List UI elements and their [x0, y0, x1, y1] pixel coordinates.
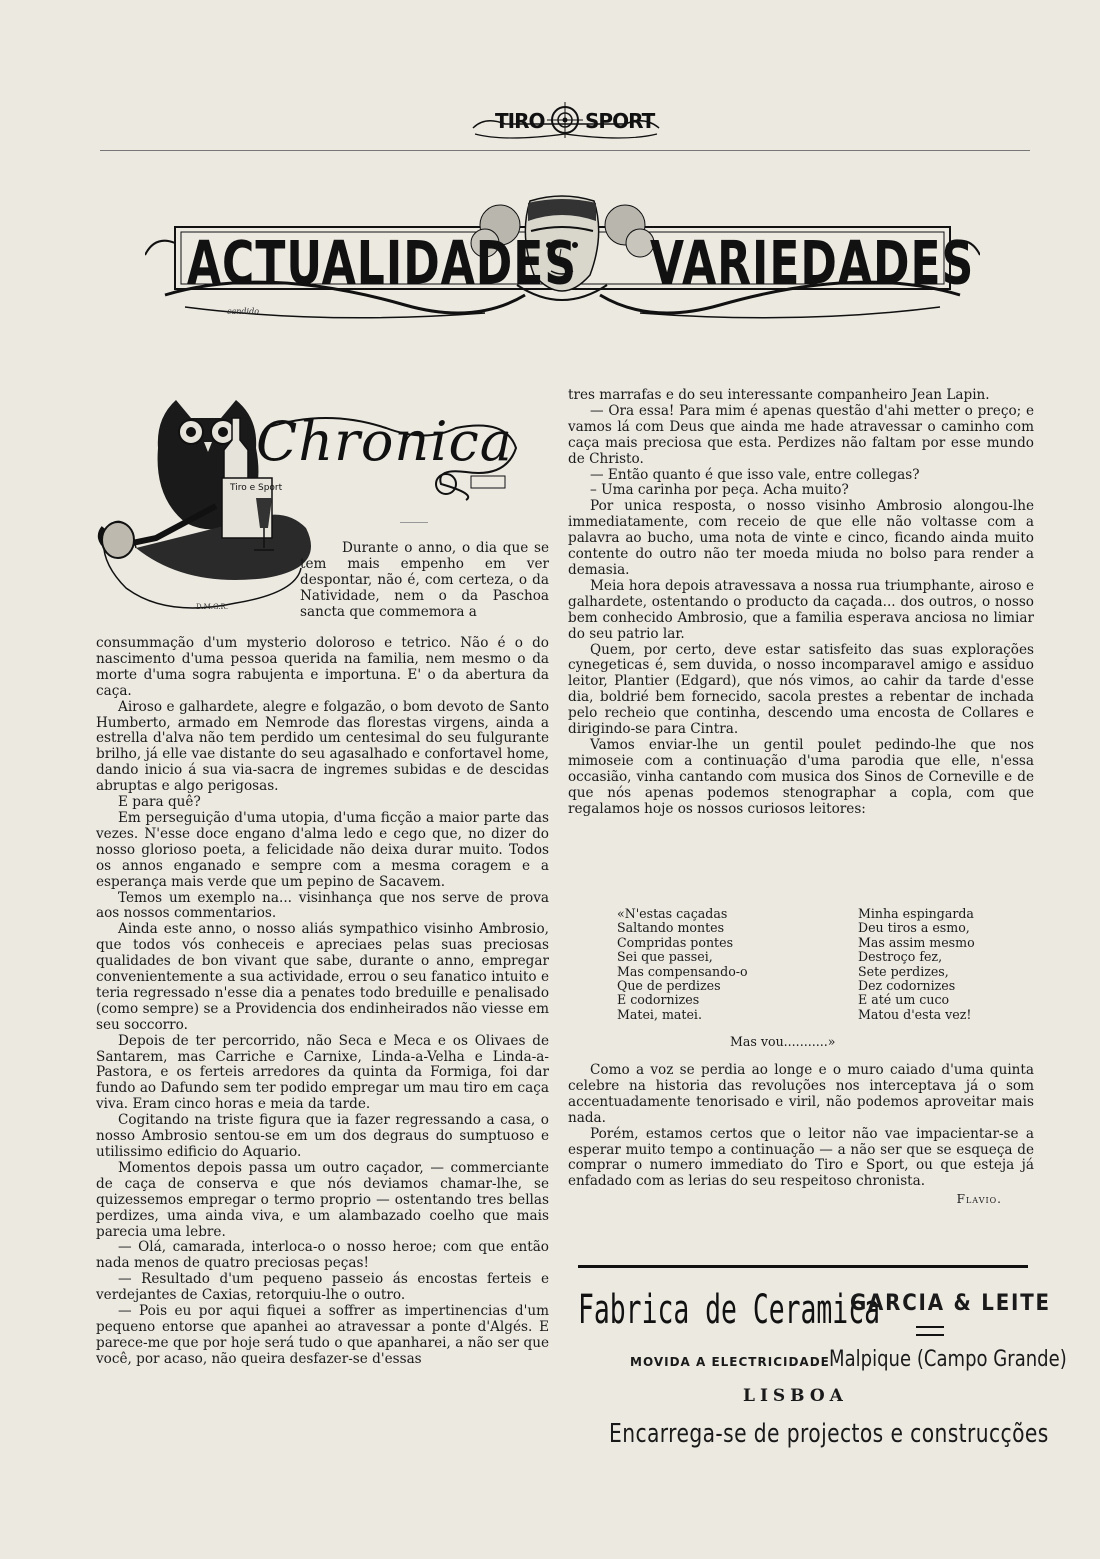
column-2-continuation	[568, 1063, 1034, 1208]
ad-city: LISBOA	[743, 1386, 848, 1406]
paragraph: Vamos enviar-lhe un gentil poulet pedindo-lhe que nos mimoseie com a continuação d'uma parodia que elle, n'essa occasião, vinha cantando com musica dos Sinos de Corneville e de que nós apenas podemos stenographar a copla, com que regalamos hoje os nossos curiosos leitores:	[568, 736, 1034, 817]
short-divider	[400, 522, 428, 523]
chronica-title: Chronica	[256, 410, 513, 473]
illustrator-monogram: D.M.G.R.	[196, 603, 229, 611]
verse-line: Saltando montes	[617, 920, 725, 936]
ad-title: Fabrica de Ceramica	[578, 1287, 880, 1333]
section-banner	[145, 195, 980, 340]
verse-line: Minha espingarda	[858, 906, 974, 921]
svg-text:SPORT: SPORT	[585, 109, 655, 133]
advertisement	[578, 1285, 1067, 1475]
column-1-intro	[300, 541, 549, 621]
paragraph: Em perseguição d'uma utopia, d'uma ficção a maior parte das vezes. N'esse doce engano d'alma ledo e cego que, no dizer do nosso glorioso poeta, a felicidade não deixa durar muito. Todos os annos enganado e sempre com a mesma coragem e a esperança mais verde que um pepino de Sacavem.	[96, 809, 549, 890]
paragraph: — Resultado d'um pequeno passeio ás encostas ferteis e verdejantes de Caxias, retorquiu-lhe o outro.	[96, 1271, 549, 1304]
ad-footer: Encarrega-se de projectos e construcções	[609, 1419, 1049, 1449]
verse-line: Que de perdizes	[617, 978, 721, 994]
paragraph: tres marrafas e do seu interessante companheiro Jean Lapin.	[568, 387, 990, 403]
paragraph: Durante o anno, o dia que se tem mais empenho em ver despontar, não é, com certeza, o da Natividade, nem o da Paschoa sancta que commemora a	[300, 540, 549, 620]
paragraph: — Pois eu por aqui fiquei a soffrer as impertinencias d'um pequeno entorse que apanhei ao atravessar a ponte d'Algés. E parece-me que por hoje será tudo o que apanharei, a não ser que você, por acaso, não queira desfazer-se d'essas	[96, 1303, 549, 1367]
verse-line: Mas compensando-o	[617, 963, 748, 979]
ad-firm-name: GARCIA & LEITE	[850, 1291, 1051, 1316]
masthead-logo	[465, 98, 665, 142]
column-2	[568, 388, 1034, 817]
masthead-rule	[100, 150, 1030, 151]
ad-address: Malpique (Campo Grande)	[829, 1347, 1067, 1372]
paragraph: — Ora essa! Para mim é apenas questão d'ahi metter o preço; e vamos lá com Deus que ainda me hade atravessar o caminho com caça mais preciosa que esta. Perdizes não faltam por esse mundo de Christo.	[568, 402, 1034, 467]
paragraph: Cogitando na triste figura que ia fazer regressando a casa, o nosso Ambrosio sentou-se em um dos degraus do sumptuoso e utilissimo edificio do Aquario.	[96, 1112, 549, 1160]
paragraph: Temos um exemplo na... visinhança que nos serve de prova aos nossos commentarios.	[96, 889, 549, 922]
verse-line: «N'estas caçadas	[617, 906, 728, 921]
verse-line: Matei, matei.	[617, 1006, 702, 1022]
verse-line: Matou d'esta vez!	[858, 1006, 972, 1022]
verse-right	[858, 907, 1018, 1022]
verse-line: Compridas pontes	[617, 934, 734, 950]
banner-left-word: ACTUALIDADES	[187, 229, 578, 299]
paragraph: — Então quanto é que isso vale, entre collegas?	[590, 466, 920, 483]
paragraph: – Uma carinha por peça. Acha muito?	[590, 482, 849, 499]
verse-left	[617, 907, 817, 1022]
paragraph: Por unica resposta, o nosso visinho Ambrosio alongou-lhe immediatamente, com receio de que elle não voltasse com a palavra ao bucho, uma nota de vinte e cinco, ficando ainda muito contente do outro não ter moeda miuda no bolso para render a demasia.	[568, 498, 1034, 578]
paragraph: Ainda este anno, o nosso aliás sympathico visinho Ambrosio, que todos vós conheceis e apreciaes pelas suas preciosas qualidades de bon vivant que sabe, durante o anno, empregar convenientemente a sua actividade, errou o seu fanatico intuito e teria regressado n'esse dia a penates todo breduille e penalisado (como sempre) se a Providencia dos endinheirados não viesse em seu soccorro.	[96, 921, 549, 1033]
paragraph: consummação d'um mysterio doloroso e tetrico. Não é o do nascimento d'uma pessoa querida na familia, nem mesmo o da morte d'uma sogra rabujenta e importuna. E' o da abertura da caça.	[96, 635, 549, 699]
banner-right-word: VARIEDADES	[650, 229, 975, 299]
svg-text:TIRO: TIRO	[495, 109, 545, 133]
verse-line: E codornizes	[617, 992, 700, 1008]
verse-line: Mas assim mesmo	[858, 934, 975, 950]
paragraph: E para quê?	[118, 794, 201, 811]
author-signature: Flavio.	[956, 1192, 1002, 1207]
verse-line: Destroço fez,	[858, 949, 943, 965]
bottle-label: Tiro e Sport	[230, 483, 283, 493]
banner-artist-signature: candido	[227, 307, 260, 316]
paragraph: — Olá, camarada, interloca-o o nosso heroe; com que então nada menos de quatro preciosas peças!	[96, 1239, 549, 1272]
verse-line: Dez codornizes	[858, 978, 956, 994]
verse-line: Deu tiros a esmo,	[858, 920, 970, 936]
verse-tail: Mas vou...........»	[730, 1034, 836, 1049]
verse-line: E até um cuco	[858, 992, 950, 1008]
paragraph: Depois de ter percorrido, não Seca e Meca e os Olivaes de Santarem, mas Carriche e Carnixe, Linda-a-Velha e Linda-a-Pastora, e os ferteis arredores da quinta da Formiga, foi dar fundo ao Dafundo sem ter podido empregar um mau tiro em caça viva. Eram cinco horas e meia da tarde.	[96, 1032, 549, 1113]
column-1	[96, 636, 549, 1368]
paragraph: Momentos depois passa um outro caçador, — commerciante de caça de conserva e que nós deviamos chamar-lhe, se quizessemos empregar o termo proprio — ostentando tres bellas perdizes, uma ainda viva, e um alambazado coelho que mais parecia uma lebre.	[96, 1159, 549, 1240]
paragraph: Porém, estamos certos que o leitor não vae impacientar-se a esperar muito tempo a continuação — a não ser que se esqueça de comprar o numero immediato do Tiro e Sport, ou que esteja já enfadado com as lerias do seu respeitoso chronista.	[568, 1125, 1034, 1190]
verse-line: Sei que passei,	[617, 949, 713, 965]
paragraph: Quem, por certo, deve estar satisfeito das suas explorações cynegeticas é, sem duvida, o nosso incomparavel amigo e assiduo leitor, Plantier (Edgard), que nós vimos, ao cahir da tarde d'esse dia, boldrié bem fornecido, sacola prestes a rebentar de inchada pelo recheio que continha, descendo uma encosta de Collares e dirigindo-se para Cintra.	[568, 641, 1034, 738]
paragraph: Como a voz se perdia ao longe e o muro caiado d'uma quinta celebre na historia das revoluções nos interceptava já o som accentuadamente tenorisado e viril, não podemos aproveitar mais nada.	[568, 1062, 1034, 1126]
advertisement-rule	[578, 1265, 1028, 1268]
verse-line: Sete perdizes,	[858, 963, 949, 979]
ad-subtitle: MOVIDA A ELECTRICIDADE	[630, 1355, 830, 1369]
paragraph: Meia hora depois atravessava a nossa rua triumphante, airoso e galhardete, ostentando o producto da caçada... dos outros, o nosso bem conhecido Ambrosio, que a familia esperava anciosa no limiar do seu patrio lar.	[568, 577, 1034, 642]
paragraph: Airoso e galhardete, alegre e folgazão, o bom devoto de Santo Humberto, armado em Nemrode das florestas virgens, ainda a estrella d'alva não tem perdido um centesimal do seu fulgurante brilho, já elle vae distante do seu agasalhado e confortavel home, dando inicio á sua via-sacra de ingremes subidas e de descidas abruptas e algo perigosas.	[96, 698, 549, 795]
ad-double-rule	[916, 1326, 944, 1336]
